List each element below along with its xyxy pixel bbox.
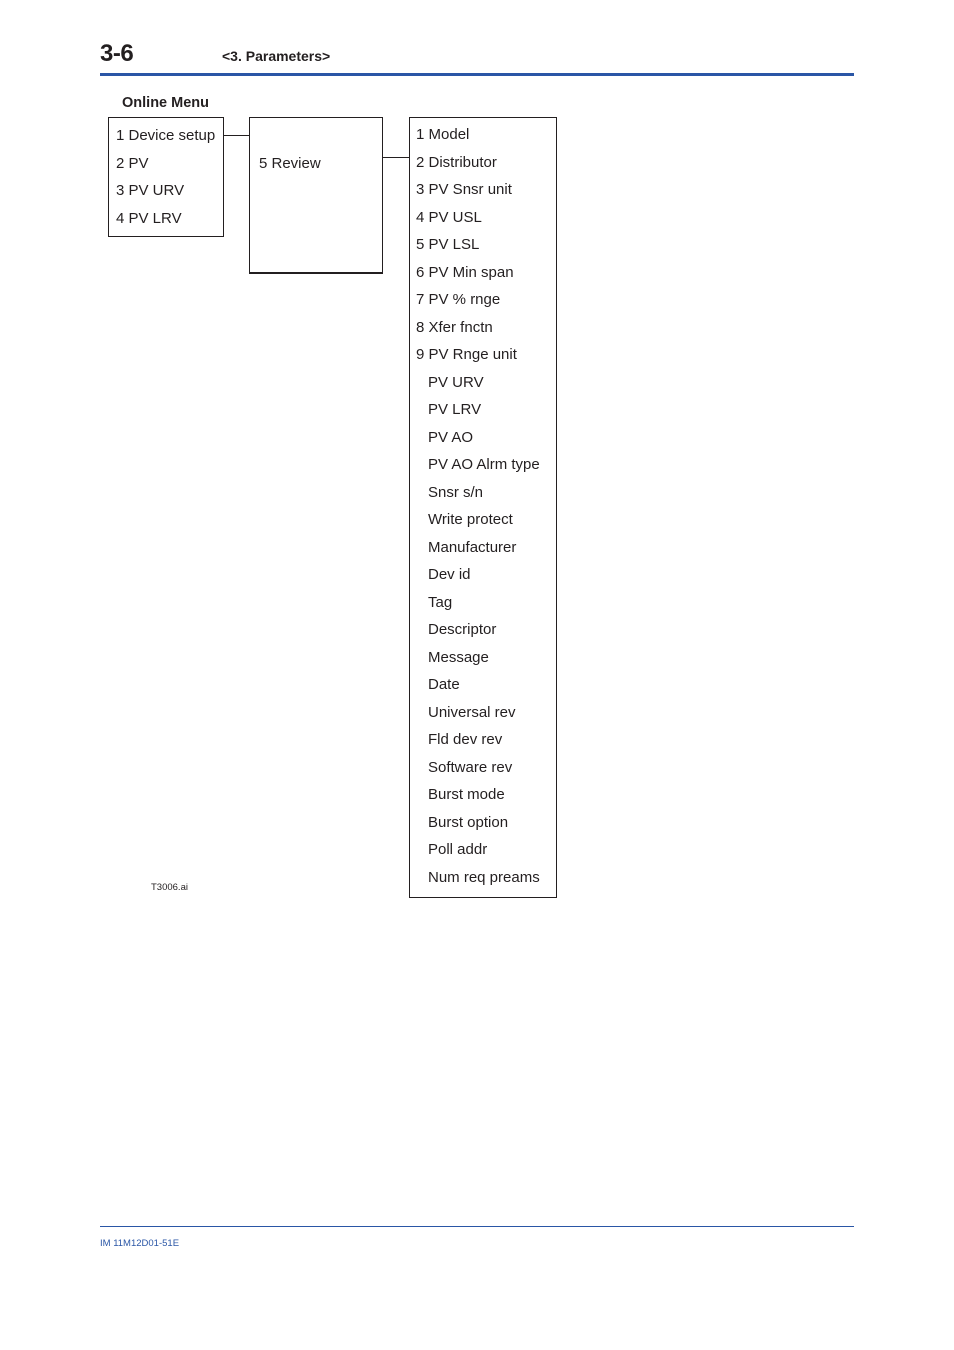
connector-line	[224, 135, 249, 136]
menu-item: Universal rev	[428, 703, 516, 721]
menu-item: Tag	[428, 593, 453, 611]
menu-item: Software rev	[428, 758, 513, 776]
menu-level3-box	[409, 117, 557, 898]
menu-item: PV URV	[428, 373, 484, 391]
menu-item: Date	[428, 676, 460, 693]
connector-line	[383, 157, 409, 158]
menu-item: Burst mode	[428, 786, 505, 803]
menu-item: 2 Distributor	[416, 153, 497, 171]
menu-item: 1 Device setup	[116, 127, 216, 144]
menu-item: PV LRV	[428, 401, 482, 418]
menu-item: 4 PV LRV	[116, 209, 182, 227]
menu-item: 7 PV % rnge	[416, 291, 501, 308]
menu-item: Snsr s/n	[428, 483, 484, 501]
figure-id: T3006.ai	[151, 882, 188, 893]
menu-item: 3 PV URV	[116, 182, 185, 199]
menu-item: 1 Model	[416, 126, 470, 143]
diagram-title: Online Menu	[122, 95, 209, 111]
menu-item: 6 PV Min span	[416, 263, 514, 281]
menu-item: Burst option	[428, 813, 509, 831]
section-title: <3. Parameters>	[222, 48, 331, 64]
page-number: 3-6	[100, 40, 134, 67]
menu-item: Fld dev rev	[428, 731, 503, 748]
header-divider	[100, 73, 854, 76]
document-id: IM 11M12D01-51E	[100, 1238, 180, 1249]
footer-divider	[100, 1226, 854, 1227]
menu-item: Num req preams	[428, 868, 540, 886]
menu-item: 5 Review	[259, 155, 321, 172]
menu-item: 3 PV Snsr unit	[416, 181, 512, 198]
menu-item: Message	[428, 648, 489, 666]
menu-item: Poll addr	[428, 841, 488, 858]
menu-item: PV AO	[428, 428, 474, 446]
menu-item: Write protect	[428, 511, 513, 528]
menu-item: 9 PV Rnge unit	[416, 346, 517, 363]
menu-item: Manufacturer	[428, 538, 517, 556]
menu-level2-box	[249, 117, 383, 274]
menu-item: 8 Xfer fnctn	[416, 318, 493, 336]
menu-item: 5 PV LSL	[416, 236, 480, 253]
menu-item: 2 PV	[116, 154, 149, 172]
menu-item: Dev id	[428, 566, 471, 583]
menu-item: Descriptor	[428, 621, 497, 638]
menu-item: 4 PV USL	[416, 208, 482, 226]
menu-item: PV AO Alrm type	[428, 456, 540, 473]
